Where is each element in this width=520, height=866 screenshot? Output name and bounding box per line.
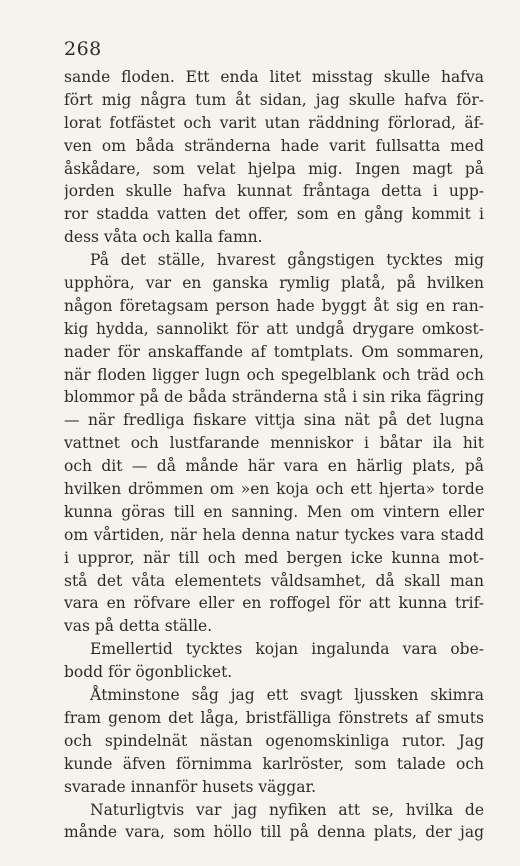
- text-line: På det ställe, hvarest gångstigen tycktes mig: [90, 251, 484, 270]
- body-text: [64, 66, 484, 844]
- text-line: svarade innanför husets väggar.: [64, 777, 317, 796]
- text-line: fört mig några tum åt sidan, jag skulle hafva för-: [64, 90, 484, 109]
- text-line: Naturligtvis var jag nyfiken att se, hvilka de: [90, 800, 484, 819]
- text-line: — när fredliga fiskare vittja sina nät på det lugna: [64, 411, 484, 430]
- text-line: stå det våta elementets våldsamhet, då skall man: [64, 571, 484, 590]
- text-line: månde vara, som höllo till på denna plats, der jag: [64, 823, 484, 842]
- text-line: hvilken drömmen om »en koja och ett hjerta» torde: [64, 480, 484, 499]
- text-line: ror stadda vatten det offer, som en gång kommit i: [64, 205, 484, 224]
- text-line: lorat fotfästet och varit utan räddning förlorad, äf-: [64, 113, 484, 132]
- text-line: jorden skulle hafva kunnat fråntaga detta i upp-: [64, 182, 484, 201]
- text-line: dess våta och kalla famn.: [64, 228, 263, 247]
- text-line: åskådare, som velat hjelpa mig. Ingen magt på: [64, 159, 484, 178]
- text-line: Åtminstone såg jag ett svagt ljussken skimra: [90, 686, 484, 705]
- page-number: 268: [64, 38, 102, 60]
- text-line: i uppror, när till och med bergen icke kunna mot-: [64, 548, 484, 567]
- text-line: kunna göras till en sanning. Men om vintern eller: [64, 502, 484, 521]
- text-line: upphöra, var en ganska rymlig platå, på hvilken: [64, 274, 484, 293]
- text-line: vattnet och lustfarande menniskor i båtar ila hit: [64, 434, 484, 453]
- text-line: och dit — då månde här vara en härlig plats, på: [64, 457, 484, 476]
- text-line: fram genom det låga, bristfälliga fönstrets af smuts: [64, 708, 484, 727]
- text-line: bodd för ögonblicket.: [64, 663, 233, 682]
- text-line: om vårtiden, när hela denna natur tyckes vara stadd: [64, 525, 484, 544]
- text-line: kig hydda, sannolikt för att undgå drygare omkost-: [64, 319, 484, 338]
- text-line: vas på detta ställe.: [64, 617, 213, 636]
- text-line: Emellertid tycktes kojan ingalunda vara obe-: [90, 640, 484, 659]
- text-line: någon företagsam person hade byggt åt sig en ran-: [64, 296, 484, 315]
- text-line: nader för anskaffande af tomtplats. Om sommaren,: [64, 342, 484, 361]
- text-line: och spindelnät nästan ogenomskinliga rutor. Jag: [64, 731, 484, 750]
- text-line: kunde äfven förnimma karlröster, som talade och: [64, 754, 484, 773]
- text-line: vara en röfvare eller en roffogel för att kunna trif-: [64, 594, 484, 613]
- text-line: blommor på de båda stränderna stå i sin rika fägring: [64, 388, 484, 407]
- text-line: när floden ligger lugn och spegelblank och träd och: [64, 365, 484, 384]
- text-line: sande floden. Ett enda litet misstag skulle hafva: [64, 68, 484, 86]
- text-line: ven om båda stränderna hade varit fullsatta med: [64, 136, 484, 155]
